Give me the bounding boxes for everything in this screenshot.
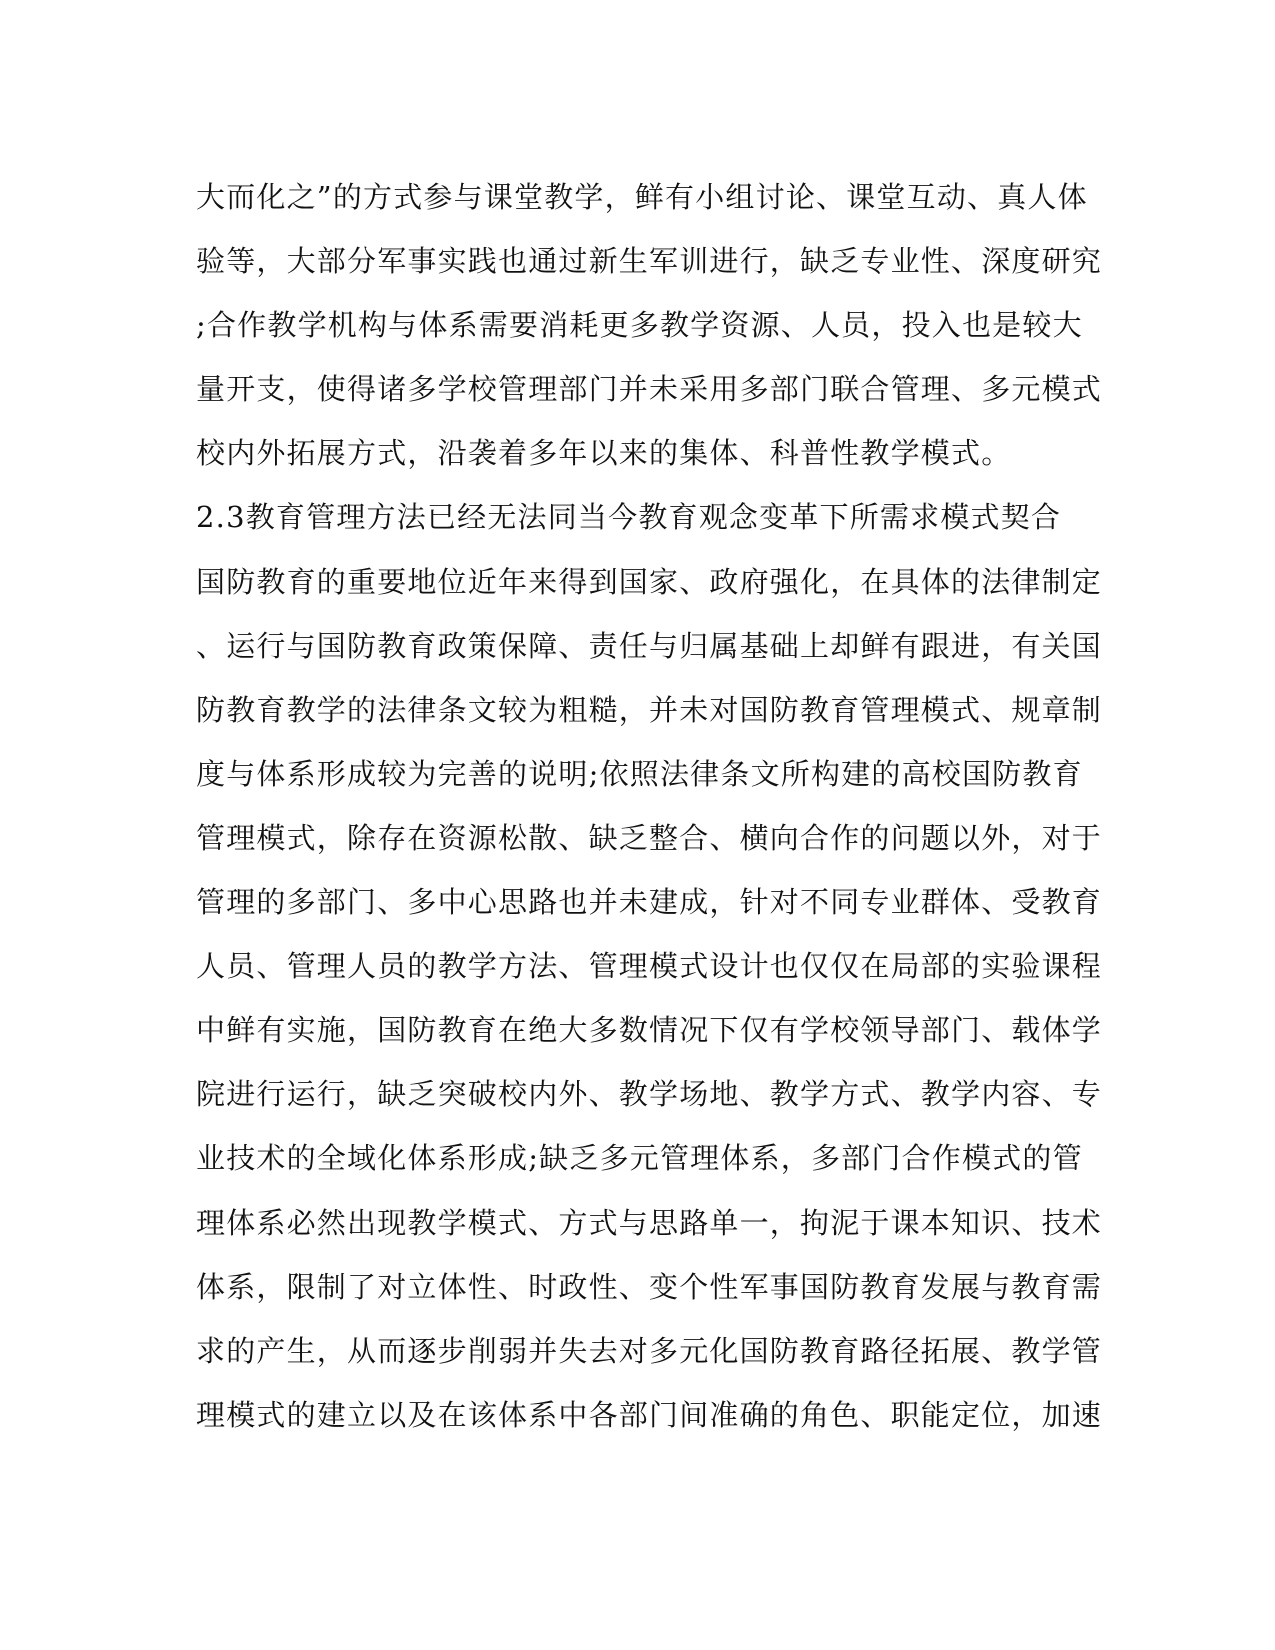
text-line: 院进行运行，缺乏突破校内外、教学场地、教学方式、教学内容、专 [196,1077,1103,1112]
text-line: 国防教育的重要地位近年来得到国家、政府强化，在具体的法律制定 [196,564,1103,599]
text-line: 理体系必然出现教学模式、方式与思路单一，拘泥于课本知识、技术 [196,1205,1103,1240]
text-line: 防教育教学的法律条文较为粗糙，并未对国防教育管理模式、规章制 [196,692,1103,727]
text-line: 体系，限制了对立体性、时政性、变个性军事国防教育发展与教育需 [196,1269,1103,1304]
text-line: 人员、管理人员的教学方法、管理模式设计也仅仅在局部的实验课程 [196,949,1103,984]
text-line: ;合作教学机构与体系需要消耗更多教学资源、人员，投入也是较大 [196,308,1083,343]
text-line: 量开支，使得诸多学校管理部门并未采用多部门联合管理、多元模式 [196,372,1103,407]
text-line: 理模式的建立以及在该体系中各部门间准确的角色、职能定位，加速 [196,1397,1103,1432]
text-line: 中鲜有实施，国防教育在绝大多数情况下仅有学校领导部门、载体学 [196,1013,1103,1048]
text-line: 验等，大部分军事实践也通过新生军训进行，缺乏专业性、深度研究 [196,244,1103,279]
text-line: 求的产生，从而逐步削弱并失去对多元化国防教育路径拓展、教学管 [196,1333,1103,1368]
text-line: 业技术的全域化体系形成;缺乏多元管理体系，多部门合作模式的管 [196,1141,1083,1176]
section-heading: 2.3教育管理方法已经无法同当今教育观念变革下所需求模式契合 [196,500,1062,535]
text-line: 管理的多部门、多中心思路也并未建成，针对不同专业群体、受教育 [196,885,1103,920]
text-line: 管理模式，除存在资源松散、缺乏整合、横向合作的问题以外，对于 [196,820,1103,855]
body-text [196,165,1103,1447]
text-line: 、运行与国防教育政策保障、责任与归属基础上却鲜有跟进，有关国 [196,628,1103,663]
text-line: 度与体系形成较为完善的说明;依照法律条文所构建的高校国防教育 [196,756,1083,791]
text-line: 校内外拓展方式，沿袭着多年以来的集体、科普性教学模式。 [196,436,1012,471]
text-line: 大而化之”的方式参与课堂教学，鲜有小组讨论、课堂互动、真人体 [196,180,1088,214]
